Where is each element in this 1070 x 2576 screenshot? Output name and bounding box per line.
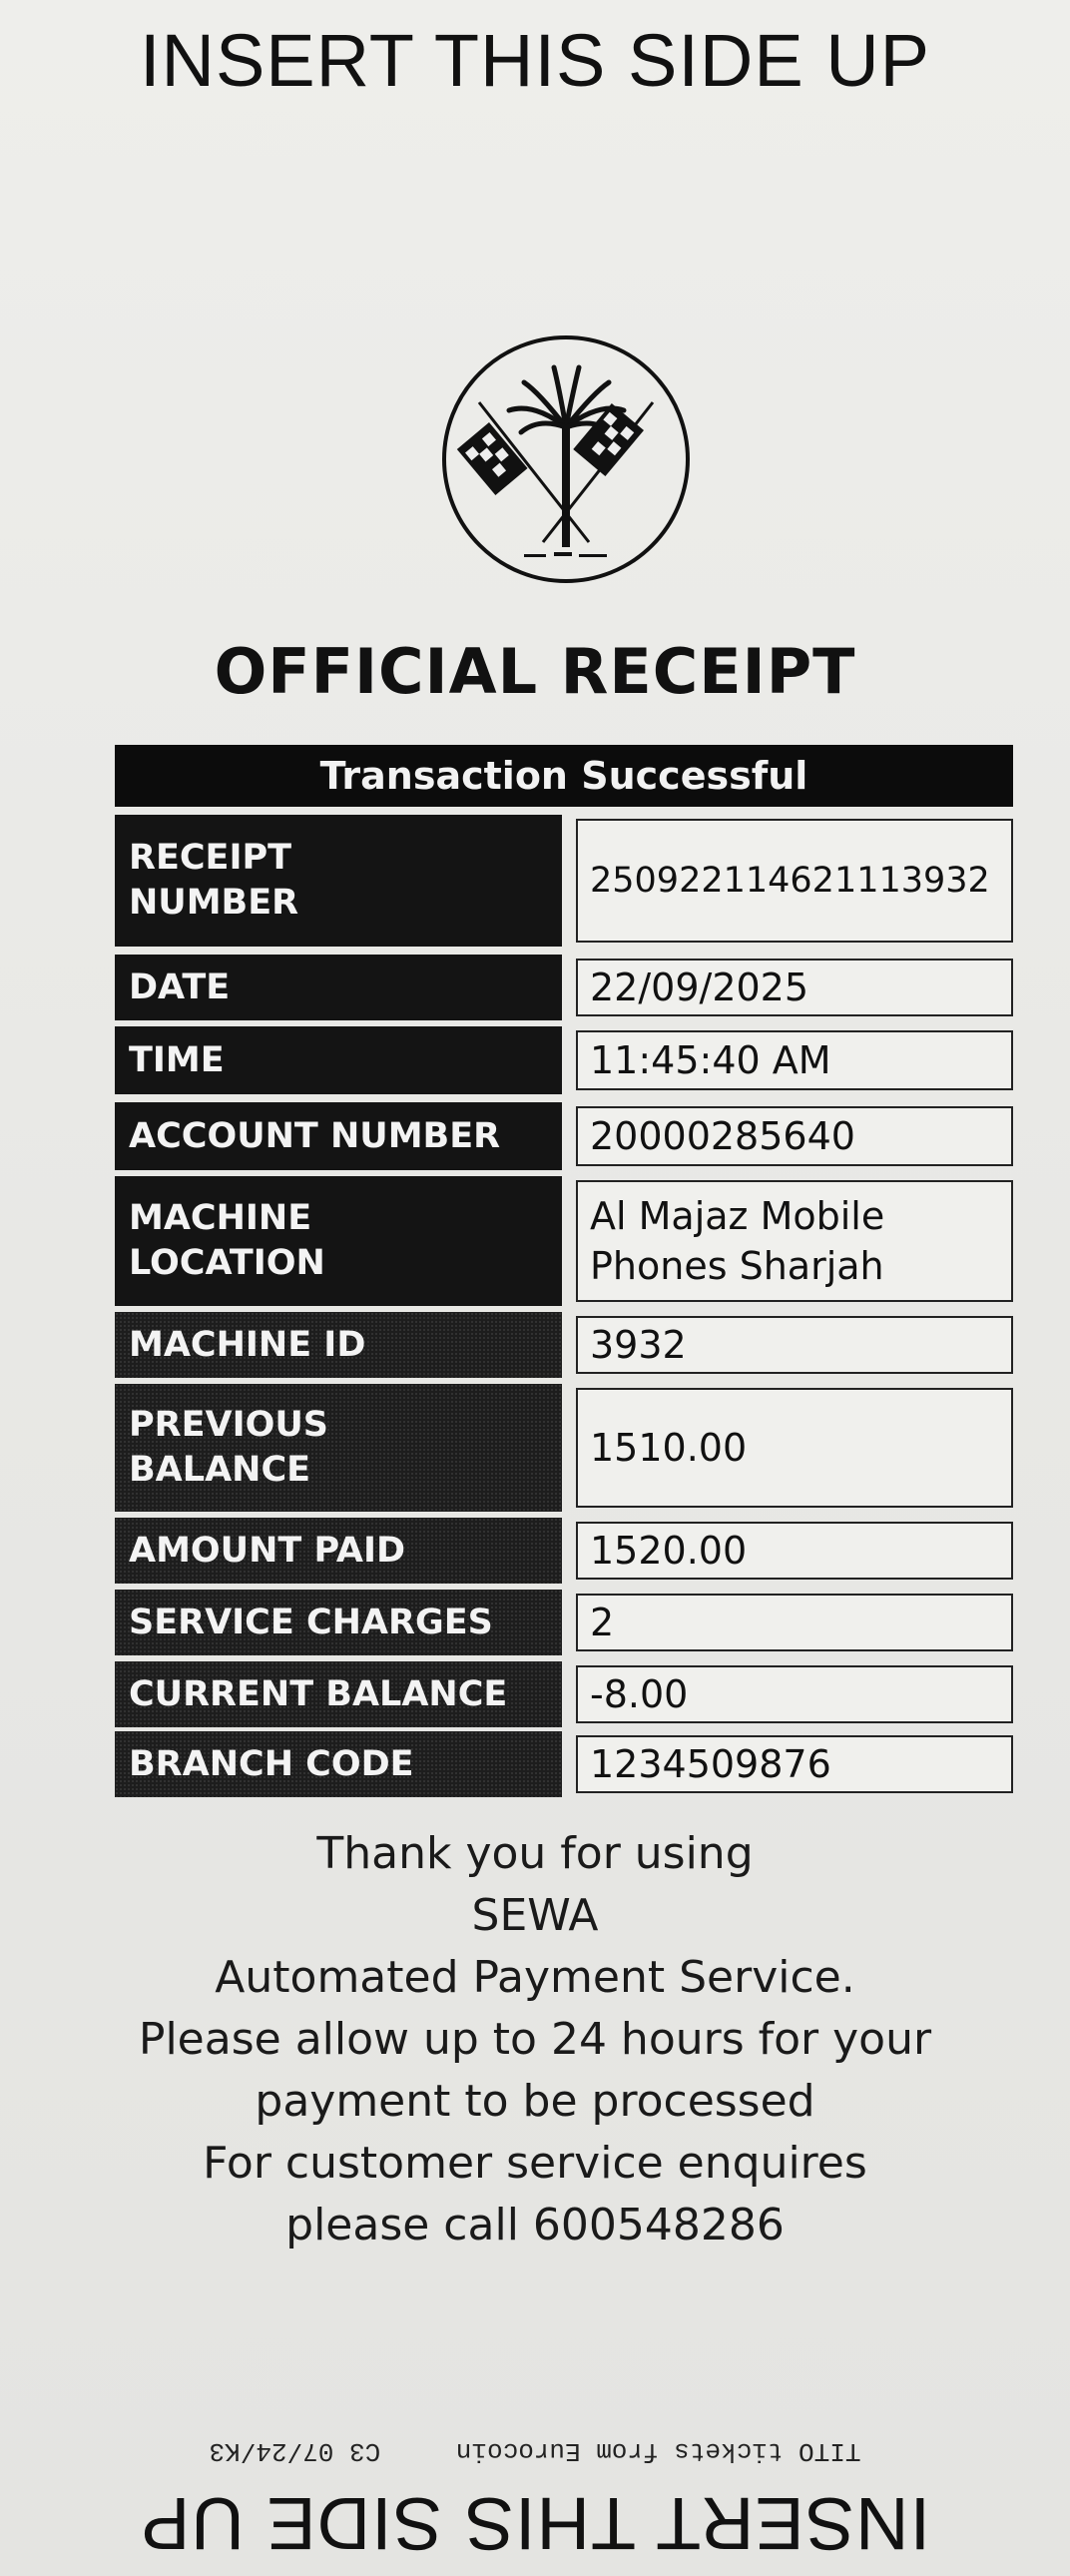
label-amount-paid: AMOUNT PAID <box>115 1518 562 1584</box>
printer-info-line <box>0 2436 1070 2466</box>
label-service-charges: SERVICE CHARGES <box>115 1590 562 1655</box>
row-machine-id <box>115 1312 1013 1378</box>
sharjah-emblem-icon <box>439 332 693 586</box>
row-service-charges <box>115 1590 1013 1655</box>
receipt-footer <box>60 1823 1010 2256</box>
value-branch-code: 1234509876 <box>576 1735 1013 1793</box>
row-date <box>115 955 1013 1020</box>
value-machine-location: Al Majaz Mobile Phones Sharjah <box>576 1180 1013 1302</box>
row-account-number <box>115 1102 1013 1170</box>
label-machine-id: MACHINE ID <box>115 1312 562 1378</box>
transaction-status-bar: Transaction Successful <box>115 745 1013 807</box>
value-account-number: 20000285640 <box>576 1106 1013 1166</box>
footer-line-2: SEWA <box>471 1890 599 1941</box>
value-date: 22/09/2025 <box>576 959 1013 1016</box>
row-branch-code <box>115 1731 1013 1797</box>
receipt-title: OFFICIAL RECEIPT <box>214 635 856 708</box>
label-receipt-number: RECEIPT NUMBER <box>115 815 562 947</box>
footer-line-3: Automated Payment Service. <box>215 1952 855 2003</box>
label-branch-code: BRANCH CODE <box>115 1731 562 1797</box>
label-previous-balance: PREVIOUS BALANCE <box>115 1384 562 1512</box>
row-current-balance <box>115 1661 1013 1727</box>
bottom-upside-down-block <box>0 2416 1070 2566</box>
value-machine-id: 3932 <box>576 1316 1013 1374</box>
footer-line-6: For customer service enquires <box>203 2138 867 2189</box>
label-date: DATE <box>115 955 562 1020</box>
footer-line-1: Thank you for using <box>316 1828 754 1879</box>
label-time: TIME <box>115 1026 562 1094</box>
value-receipt-number: 250922114621113932 <box>576 819 1013 943</box>
value-time: 11:45:40 AM <box>576 1030 1013 1090</box>
footer-line-4: Please allow up to 24 hours for your <box>138 2014 932 2065</box>
row-previous-balance <box>115 1384 1013 1512</box>
row-receipt-number <box>115 815 1013 947</box>
label-account-number: ACCOUNT NUMBER <box>115 1102 562 1170</box>
row-time <box>115 1026 1013 1094</box>
value-service-charges: 2 <box>576 1594 1013 1651</box>
insert-this-side-up-top: INSERT THIS SIDE UP <box>139 19 931 102</box>
label-machine-location: MACHINE LOCATION <box>115 1176 562 1306</box>
value-previous-balance: 1510.00 <box>576 1388 1013 1508</box>
ticket-code-text: C3 07/24/K3 <box>209 2436 381 2466</box>
row-amount-paid <box>115 1518 1013 1584</box>
value-amount-paid: 1520.00 <box>576 1522 1013 1580</box>
tito-tickets-text: TITO tickets from Eurocoin <box>455 2436 861 2466</box>
value-current-balance: -8.00 <box>576 1665 1013 1723</box>
insert-this-side-up-bottom: INSERT THIS SIDE UP <box>139 2482 931 2565</box>
label-current-balance: CURRENT BALANCE <box>115 1661 562 1727</box>
row-machine-location <box>115 1176 1013 1306</box>
footer-line-5: payment to be processed <box>255 2076 815 2127</box>
footer-line-7: please call 600548286 <box>285 2200 785 2251</box>
